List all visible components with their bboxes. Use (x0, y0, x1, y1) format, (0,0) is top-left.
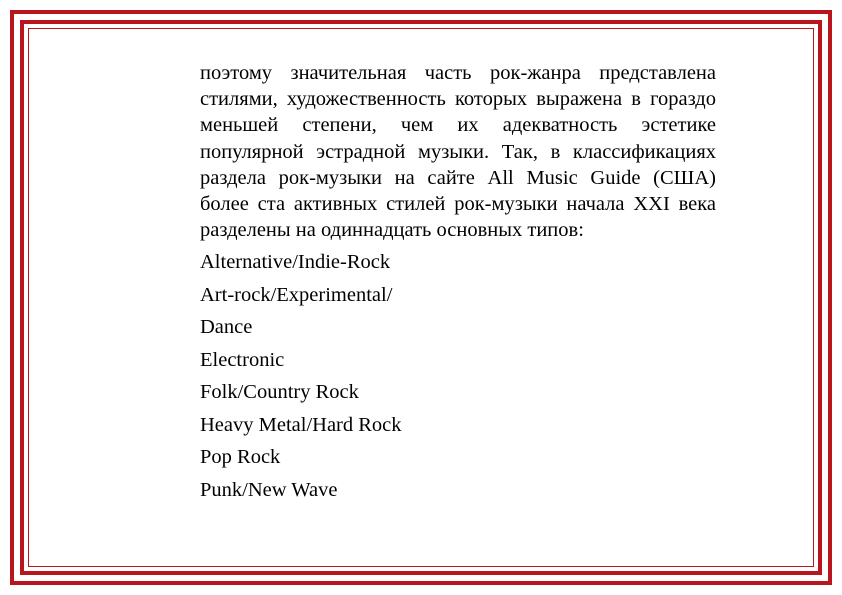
list-item: Electronic (200, 348, 285, 371)
list-item: Folk/Country Rock (200, 381, 359, 404)
rock-styles-list (200, 249, 716, 503)
slide-content (200, 60, 716, 509)
list-item: Dance (200, 316, 253, 339)
list-item: Heavy Metal/Hard Rock (200, 413, 402, 436)
list-item: Art-rock/Experimental/ (200, 283, 393, 306)
list-item: Punk/New Wave (200, 478, 338, 501)
list-item: Pop Rock (200, 446, 281, 469)
body-paragraph: поэтому значительная часть рок-жанра представлена стилями, художественность которых выражена в гораздо меньшей степени, чем их адекватность эстетике популярной эстрадной музыки. Так, в классификациях раздела рок-музыки на сайте All Music Guide (США) более ста активных стилей рок-музыки начала XXI века разделены на одиннадцать основных типов: (200, 62, 716, 242)
list-item: Alternative/Indie-Rock (200, 251, 391, 274)
